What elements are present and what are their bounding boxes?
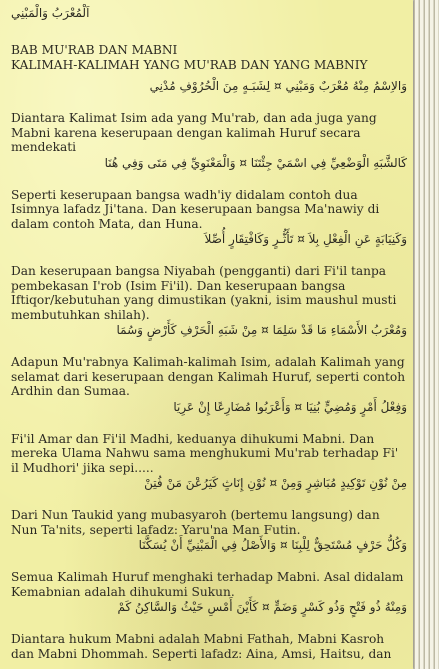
paragraph-arabic-verse: وَكَنِيَابَةٍ عَنِ الْفِعْلِ بِلاَ ¤ تَأَثُّـرٍ وَكَافْتِقَارٍ أُصِّلاَ [204, 232, 407, 246]
page-stack-edge [414, 0, 418, 669]
paragraph-latin: Diantara Kalimat Isim ada yang Mu'rab, dan ada juga yang Mabni karena keserupaan dengan kalimah Huruf secara mendekati [11, 111, 377, 154]
paragraph [11, 355, 407, 414]
paragraph [11, 632, 407, 661]
paragraph [11, 264, 407, 337]
heading-line: KALIMAH-KALIMAH YANG MU'RAB DAN YANG MABNIY [11, 57, 368, 72]
heading-arabic-verse: وَالاِسْمُ مِنْهُ مُعْرَبٌ وَمَبْنِي ¤ لِشَبَـهٍ مِنَ الْحُرُوْفِ مُدْنِي [149, 79, 407, 93]
page-stack-edge [419, 0, 423, 669]
paragraph-latin: Adapun Mu'rabnya Kalimah-kalimah Isim, adalah Kalimah yang selamat dari keserupaan dengan Kalimah Huruf, seperti contoh Ardhin dan Sumaa. [11, 355, 406, 398]
paragraph-latin: Dari Nun Taukid yang mubasyaroh (bertemu langsung) dan Nun Ta'nits, seperti lafadz: Yaru'na Man Futin. [11, 508, 380, 537]
paragraph-arabic-verse: وَفِعْلُ أَمْرٍ وَمُضِيٍّ بُنِيَا ¤ وَأَعْرَبُوا مُضَارِعًا إِنْ عَرِيَا [173, 399, 407, 414]
paragraph-latin: Dan keserupaan bangsa Niyabah (pengganti) dari Fi'il tanpa pembekasan I'rob (Isim Fi'il). Dan keserupaan bangsa Iftiqor/kebutuhan yang dimustikan (yakni, isim maushul musti membutuhkan shilah). [11, 264, 397, 322]
paragraph [11, 570, 407, 614]
paragraph-latin: Seperti keserupaan bangsa wadh'iy didalam contoh dua Isimnya lafadz Ji'tana. Dan keserupaan bangsa Ma'nawiy di dalam contoh Mata, dan Huna. [11, 187, 380, 231]
page-stack-edge [424, 0, 428, 669]
arabic-title: اَلْمُعْرَبُ وَالْمَبْنِي [11, 6, 90, 20]
paragraph-arabic-verse: وَكُلُّ حَرْفٍ مُسْتَحِقٌّ لِلْبِنَا ¤ وَالأَصْلُ فِي الْمَبْنِيِّ أَنْ يُسَكَّنَا [138, 538, 407, 552]
paragraph [11, 508, 407, 552]
chapter-heading [11, 43, 407, 72]
paragraph [11, 111, 407, 170]
paragraph [11, 432, 407, 491]
heading-line: BAB MU'RAB DAN MABNI [11, 43, 178, 57]
paragraph-arabic-verse: كَالشَّبَهِ الْوَضْعِيِّ فِي اسْمَيْ جِئْتَنَا ¤ وَالْمَعْنَوِيِّ فِي مَتَى وَفِي هُنَا [104, 155, 407, 170]
document-content [11, 6, 407, 661]
paragraph-latin: Fi'il Amar dan Fi'il Madhi, keduanya dihukumi Mabni. Dan mereka Ulama Nahwu sama menghukumi Mu'rab terhadap Fi' il Mudhori' jika sepi..... [11, 431, 399, 475]
paragraph-latin: Semua Kalimah Huruf menghaki terhadap Mabni. Asal didalam Kemabnian adalah dihukumi Sukun. [11, 570, 404, 599]
paragraph-latin: Diantara hukum Mabni adalah Mabni Fathah, Mabni Kasroh dan Mabni Dhommah. Seperti lafadz: Aina, Amsi, Haitsu, dan [11, 632, 392, 661]
paragraph [11, 188, 407, 247]
page-stack-edge [429, 0, 433, 669]
paragraph-arabic-verse: وَمُعْرَبُ الأَسْمَاءِ مَا قَدْ سَلِمَا ¤ مِنْ شَبَهِ الْحَرْفِ كَأَرْضٍ وَسُمَا [116, 323, 407, 337]
paragraph-arabic-verse: مِنْ نُوْنِ تَوْكِيدٍ مُبَاشِرٍ وَمِنْ ¤ نُوْنِ إِنَاثٍ كَيَرُعْنَ مَنْ فُتِنْ [144, 476, 407, 490]
page-stack-edge [434, 0, 438, 669]
paragraph-arabic-verse: وَمِنْهُ ذُو فَتْحٍ وَذُو كَسْرٍ وَضَمٍّ ¤ كَأَيْنَ أَمْسِ حَيْثُ وَالسَّاكِنُ كَمْ [117, 600, 407, 614]
